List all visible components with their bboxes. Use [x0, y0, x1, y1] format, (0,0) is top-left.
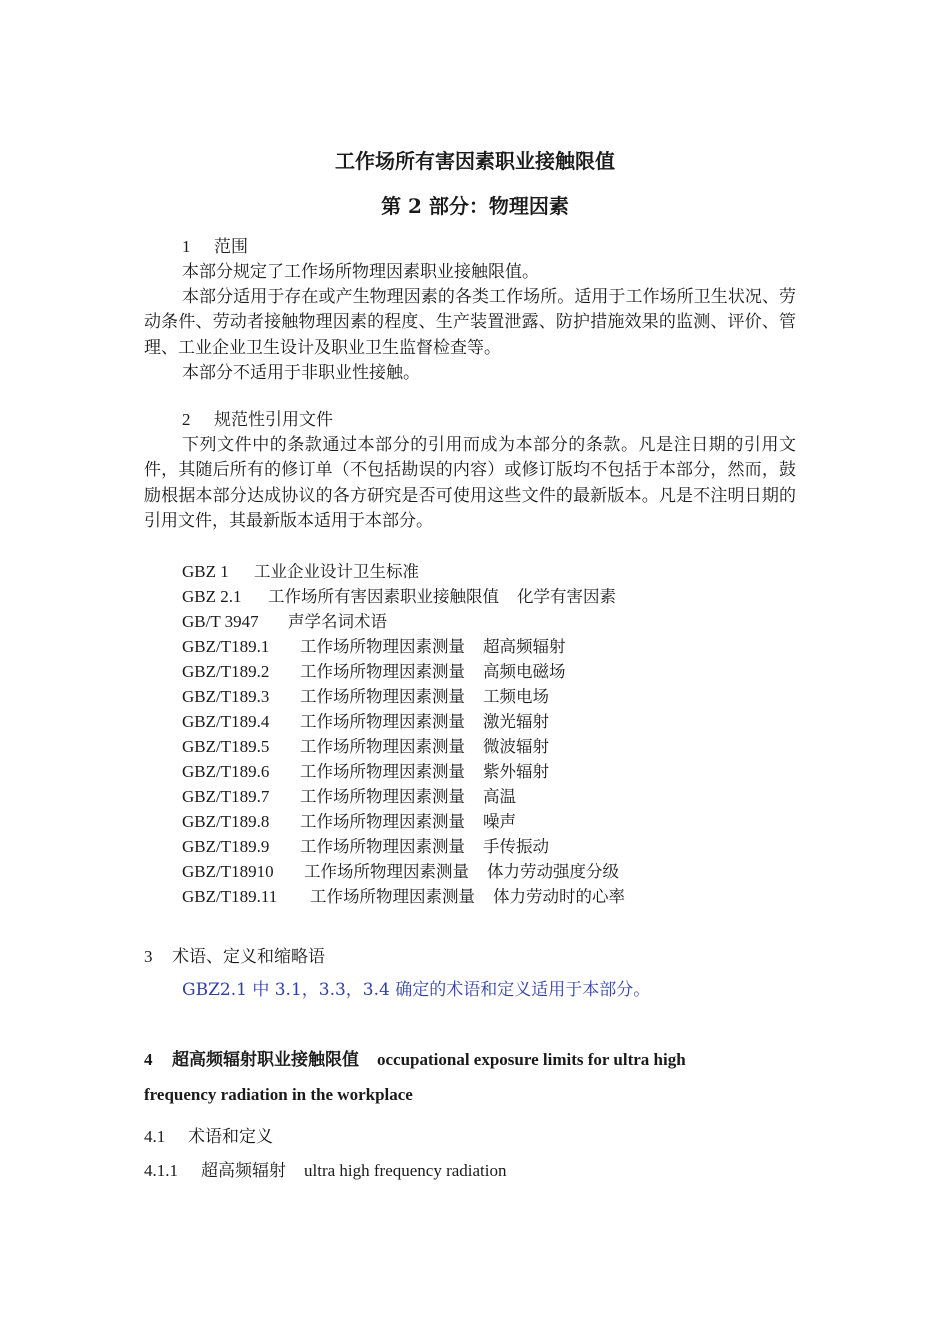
reference-item: [182, 709, 625, 734]
reference-subtitle: 体力劳动时的心率: [493, 887, 625, 906]
reference-title: 工作场所物理因素测量: [300, 662, 465, 681]
reference-code: GBZ/T189.8: [182, 812, 270, 831]
reference-subtitle: 噪声: [483, 812, 516, 831]
reference-title: 工作场所物理因素测量: [310, 887, 475, 906]
section-2-heading: [182, 408, 333, 432]
reference-code: GBZ/T189.2: [182, 662, 270, 681]
reference-item: [182, 609, 625, 634]
section-title: 范围: [214, 237, 248, 257]
section-1-paragraph-3: 本部分不适用于非职业性接触。: [182, 363, 420, 383]
reference-title: 工作场所物理因素测量: [300, 637, 465, 656]
reference-code: GBZ/T189.3: [182, 687, 270, 706]
reference-title: 工作场所物理因素测量: [300, 812, 465, 831]
document-title: 工作场所有害因素职业接触限值: [335, 149, 615, 173]
reference-item: [182, 784, 625, 809]
reference-subtitle: 手传振动: [483, 837, 549, 856]
subsection-4-1-1-heading: [144, 1159, 507, 1183]
normative-reference-list: [182, 559, 625, 909]
reference-code: GBZ 1: [182, 562, 229, 581]
document-subtitle: 第 2 部分：物理因素: [381, 194, 569, 218]
section-title: 术语、定义和缩略语: [172, 947, 325, 967]
reference-subtitle: 激光辐射: [483, 712, 549, 731]
section-number: 2: [182, 410, 191, 429]
section-1-paragraph-1: 本部分规定了工作场所物理因素职业接触限值。: [182, 262, 539, 282]
reference-code: GBZ/T189.6: [182, 762, 270, 781]
subsection-title-cn: 超高频辐射: [201, 1161, 286, 1181]
reference-title: 工作场所物理因素测量: [300, 837, 465, 856]
reference-item: [182, 684, 625, 709]
reference-title: 工作场所物理因素测量: [300, 712, 465, 731]
reference-code: GB/T 3947: [182, 612, 259, 631]
section-3-note: GBZ2.1 中 3.1，3.3，3.4 确定的术语和定义适用于本部分。: [182, 980, 651, 1000]
section-title: 规范性引用文件: [214, 410, 333, 430]
section-4-heading-continued: [144, 1083, 804, 1107]
reference-item: [182, 809, 625, 834]
section-title-en-continued: frequency radiation in the workplace: [144, 1085, 413, 1104]
subsection-number: 4.1.1: [144, 1161, 178, 1180]
reference-item: [182, 634, 625, 659]
reference-subtitle: 紫外辐射: [483, 762, 549, 781]
section-title-en: occupational exposure limits for ultra high: [377, 1050, 686, 1069]
reference-code: GBZ/T189.7: [182, 787, 270, 806]
reference-title: 工作场所物理因素测量: [300, 737, 465, 756]
section-4-heading: [144, 1048, 804, 1072]
reference-subtitle: 微波辐射: [483, 737, 549, 756]
section-number: 4: [144, 1050, 153, 1069]
reference-code: GBZ/T18910: [182, 862, 274, 881]
reference-code: GBZ 2.1: [182, 587, 242, 606]
reference-item: [182, 859, 625, 884]
subsection-number: 4.1: [144, 1127, 166, 1146]
reference-subtitle: 高温: [483, 787, 516, 806]
section-3-heading: [144, 945, 325, 969]
reference-title: 工作场所物理因素测量: [300, 687, 465, 706]
reference-code: GBZ/T189.11: [182, 887, 278, 906]
reference-title: 声学名词术语: [288, 612, 387, 631]
reference-title: 工业企业设计卫生标准: [254, 562, 419, 581]
reference-code: GBZ/T189.1: [182, 637, 270, 656]
reference-title: 工作场所物理因素测量: [304, 862, 469, 881]
reference-item: [182, 884, 625, 909]
section-number: 1: [182, 237, 191, 256]
section-number: 3: [144, 947, 153, 966]
reference-item: [182, 734, 625, 759]
subsection-4-1-heading: [144, 1125, 273, 1149]
section-1-paragraph-2: 本部分适用于存在或产生物理因素的各类工作场所。适用于工作场所卫生状况、劳动条件、劳动者接触物理因素的程度、生产装置泄露、防护措施效果的监测、评价、管理、工业企业卫生设计及职业卫生监督检查等。: [144, 287, 796, 358]
reference-subtitle: 工频电场: [483, 687, 549, 706]
reference-subtitle: 化学有害因素: [517, 587, 616, 606]
reference-title: 工作场所有害因素职业接触限值: [268, 587, 499, 606]
section-2-paragraph-1: 下列文件中的条款通过本部分的引用而成为本部分的条款。凡是注日期的引用文件，其随后所有的修订单（不包括勘误的内容）或修订版均不包括于本部分，然而，鼓励根据本部分达成协议的各方研究是否可使用这些文件的最新版本。凡是不注明日期的引用文件，其最新版本适用于本部分。: [144, 435, 796, 531]
subsection-title: 术语和定义: [188, 1127, 273, 1147]
reference-title: 工作场所物理因素测量: [300, 762, 465, 781]
section-title-cn: 超高频辐射职业接触限值: [172, 1050, 359, 1070]
reference-subtitle: 高频电磁场: [483, 662, 566, 681]
reference-item: [182, 584, 625, 609]
reference-code: GBZ/T189.5: [182, 737, 270, 756]
reference-code: GBZ/T189.9: [182, 837, 270, 856]
reference-item: [182, 559, 625, 584]
section-1-heading: [182, 235, 248, 259]
reference-item: [182, 759, 625, 784]
reference-subtitle: 超高频辐射: [483, 637, 566, 656]
reference-code: GBZ/T189.4: [182, 712, 270, 731]
subsection-title-en: ultra high frequency radiation: [304, 1161, 507, 1180]
reference-title: 工作场所物理因素测量: [300, 787, 465, 806]
reference-item: [182, 834, 625, 859]
reference-item: [182, 659, 625, 684]
reference-subtitle: 体力劳动强度分级: [487, 862, 619, 881]
